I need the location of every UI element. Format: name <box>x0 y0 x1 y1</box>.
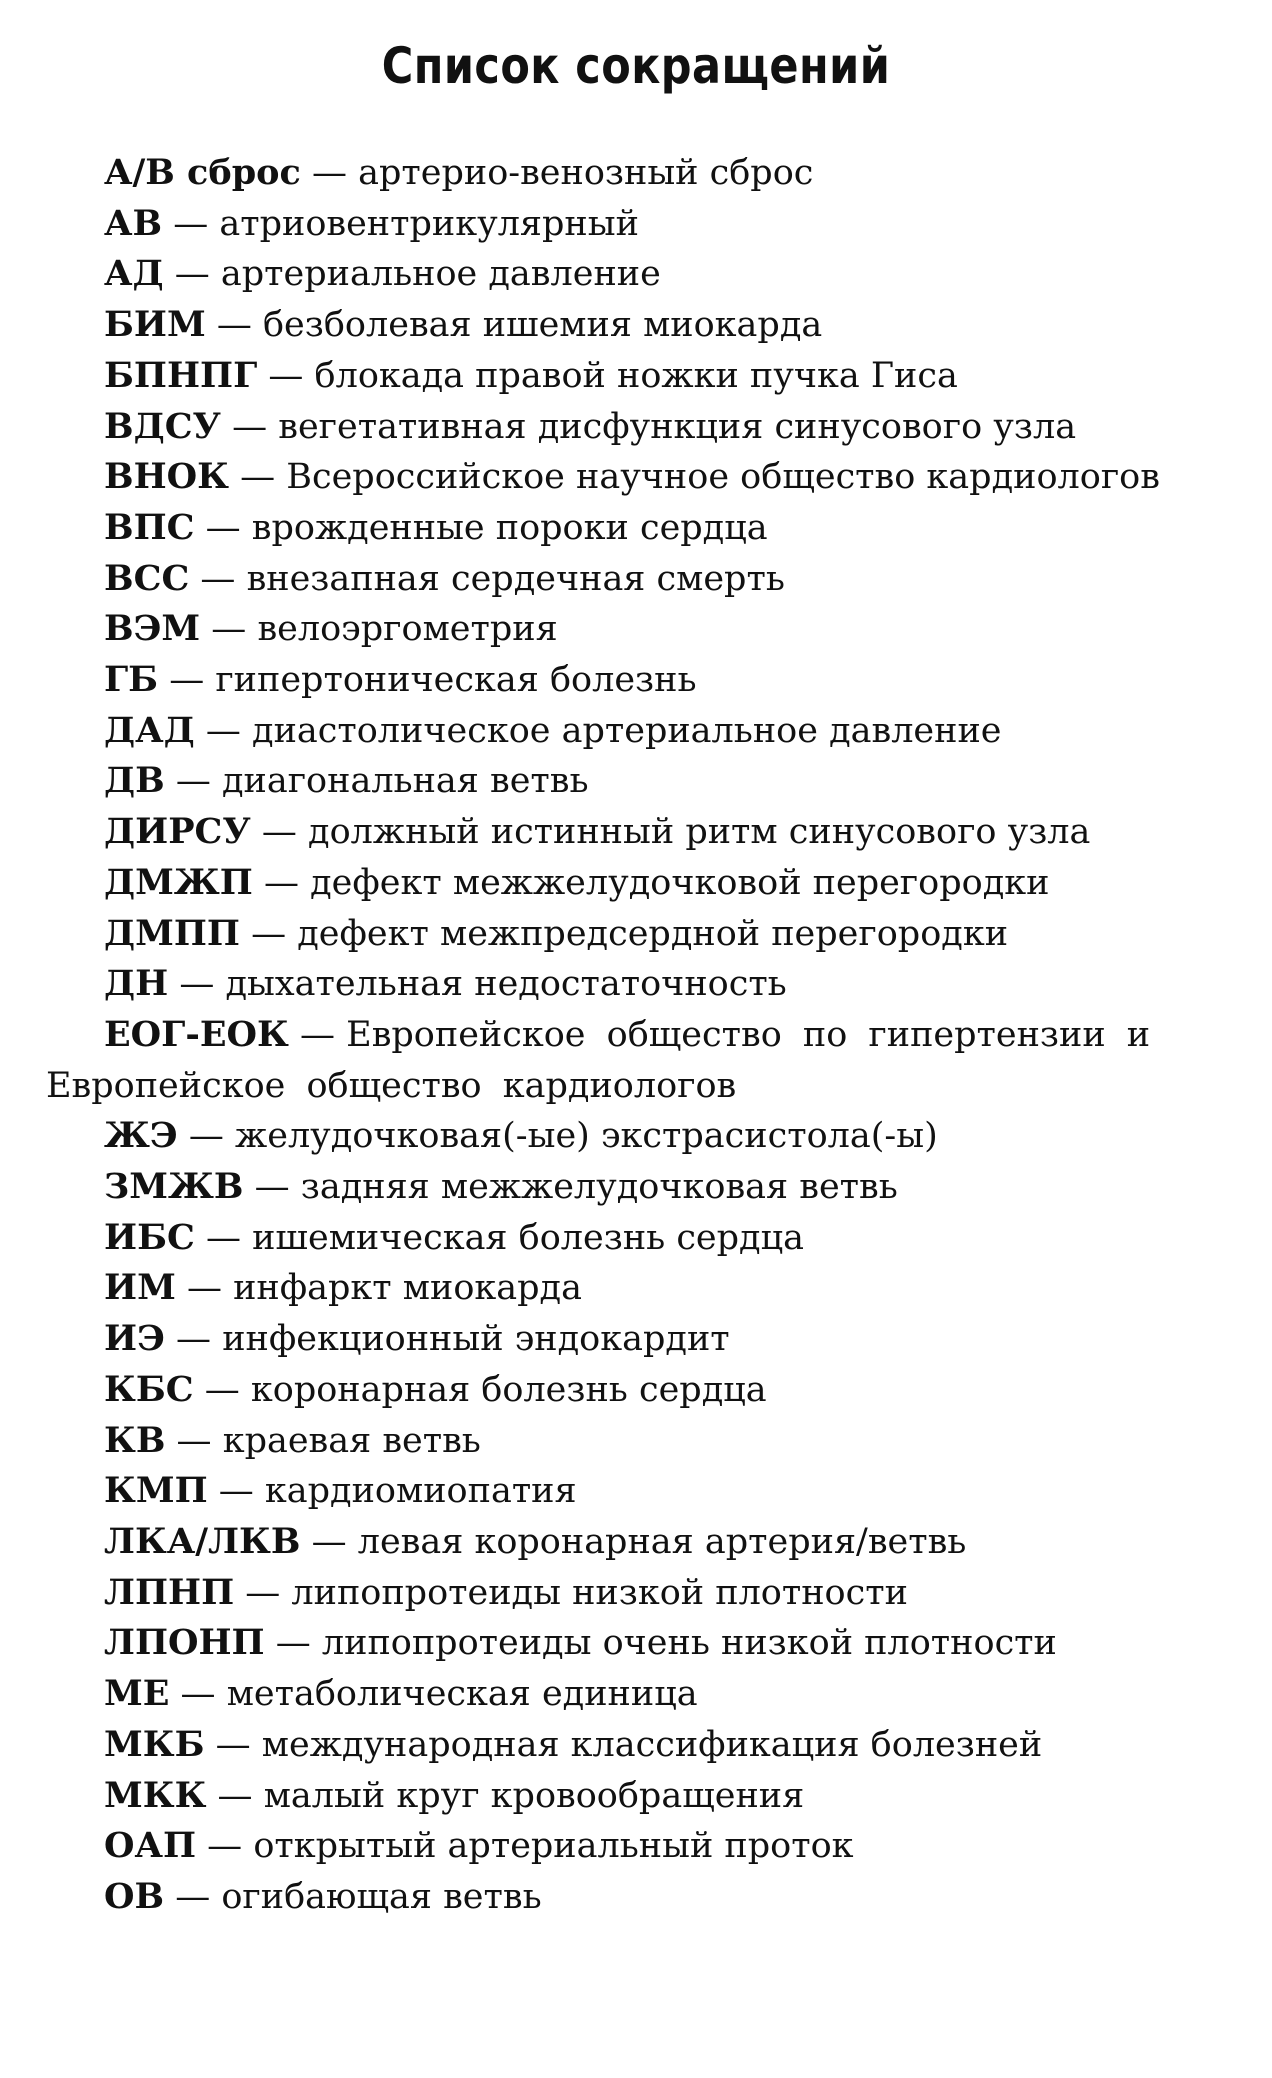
abbreviation-definition: задняя межжелудочковая ветвь <box>300 1167 898 1208</box>
abbreviation-term: ДАД <box>104 709 195 751</box>
abbreviation-definition: артериальное давление <box>220 254 661 295</box>
abbreviation-definition: Европейское общество по гипертензии и Европейское общество кардиологов <box>46 1014 1151 1106</box>
abbreviation-entry <box>46 1010 1241 1111</box>
entry-dash: — <box>169 1674 227 1715</box>
abbreviation-term: КВ <box>104 1419 166 1461</box>
entry-dash: — <box>164 761 222 802</box>
entry-dash: — <box>162 203 220 244</box>
abbreviation-term: ЕОГ-ЕОК <box>104 1013 289 1055</box>
abbreviation-entry <box>46 503 1241 554</box>
entry-dash: — <box>264 1623 322 1664</box>
entry-dash: — <box>163 254 221 295</box>
entry-dash: — <box>164 1319 223 1360</box>
entry-dash: — <box>250 812 309 853</box>
abbreviation-definition: гипертоническая болезнь <box>215 660 697 701</box>
abbreviation-definition: дыхательная недостаточность <box>225 964 787 1005</box>
abbreviation-definition: малый круг кровообращения <box>263 1775 805 1816</box>
abbreviation-term: ДИРСУ <box>104 811 251 853</box>
abbreviation-definition: атриовентрикулярный <box>219 203 639 244</box>
abbreviation-definition: липопротеиды очень низкой плотности <box>321 1623 1057 1664</box>
abbreviation-entry <box>46 1720 1241 1771</box>
abbreviation-entry <box>46 1263 1241 1314</box>
abbreviation-definition: внезапная сердечная смерть <box>246 558 785 599</box>
abbreviation-entry <box>46 858 1241 909</box>
abbreviation-definition: артерио-венозный сброс <box>358 153 814 193</box>
abbreviation-term: ВПС <box>104 506 195 548</box>
abbreviation-term: ЗМЖВ <box>104 1166 244 1208</box>
abbreviation-definition: липопротеиды низкой плотности <box>291 1572 908 1613</box>
abbreviation-term: МКК <box>104 1774 207 1816</box>
abbreviation-term: ДМПП <box>104 912 240 954</box>
entry-dash: — <box>175 1268 234 1309</box>
abbreviation-term: ЛКА/ЛКВ <box>104 1520 301 1562</box>
abbreviation-entry <box>46 1618 1241 1669</box>
entry-dash: — <box>165 1420 223 1461</box>
abbreviation-term: БИМ <box>104 304 206 346</box>
abbreviation-term: БПНПГ <box>104 354 258 396</box>
abbreviation-term: ОАП <box>104 1825 197 1867</box>
abbreviation-entry <box>46 604 1241 655</box>
abbreviation-entry <box>46 1213 1241 1264</box>
entry-dash: — <box>194 710 253 751</box>
entry-dash: — <box>177 1116 236 1157</box>
abbreviation-definition: открытый артериальный проток <box>253 1826 854 1867</box>
abbreviation-entry <box>46 1821 1241 1872</box>
abbreviation-entry <box>46 1111 1241 1162</box>
abbreviation-entry <box>46 1365 1241 1416</box>
entry-dash: — <box>193 1369 251 1410</box>
abbreviation-entry <box>46 199 1241 250</box>
entry-dash: — <box>243 1167 301 1208</box>
abbreviation-definition: диагональная ветвь <box>221 761 589 802</box>
abbreviation-definition: метаболическая единица <box>226 1674 698 1715</box>
abbreviation-term: МКБ <box>104 1723 205 1765</box>
abbreviation-entry <box>46 402 1241 453</box>
entry-dash: — <box>300 1521 358 1562</box>
abbreviation-entry <box>46 249 1241 300</box>
entry-dash: — <box>164 1876 222 1917</box>
entry-dash: — <box>206 1775 264 1816</box>
abbreviation-entry <box>46 1872 1241 1923</box>
abbreviation-entry <box>46 1568 1241 1619</box>
abbreviation-term: ВСС <box>104 557 190 599</box>
entry-dash: — <box>194 1217 253 1258</box>
abbreviation-entry <box>46 959 1241 1010</box>
abbreviation-definition: диастолическое артериальное давление <box>252 710 1002 751</box>
abbreviation-entry <box>46 554 1241 605</box>
abbreviation-entry <box>46 1466 1241 1517</box>
abbreviation-entry <box>46 351 1241 402</box>
abbreviation-definition: ишемическая болезнь сердца <box>252 1217 804 1258</box>
entry-dash: — <box>189 558 247 599</box>
abbreviation-term: А/В сброс <box>104 152 301 193</box>
abbreviation-definition: краевая ветвь <box>222 1420 481 1461</box>
abbreviation-term: КМП <box>104 1470 208 1512</box>
abbreviation-entry <box>46 148 1241 199</box>
abbreviation-term: ОВ <box>104 1875 165 1917</box>
abbreviation-term: ИМ <box>104 1267 176 1309</box>
abbreviation-definition: желудочковая(-ые) экстрасистола(-ы) <box>235 1116 938 1157</box>
entry-dash: — <box>234 1572 292 1613</box>
entry-dash: — <box>252 862 311 903</box>
entry-dash: — <box>300 153 359 193</box>
abbreviation-entry <box>46 1669 1241 1720</box>
entry-dash: — <box>168 964 226 1005</box>
entry-dash: — <box>204 1724 262 1765</box>
abbreviation-term: ВЭМ <box>104 608 201 650</box>
abbreviation-term: ВДСУ <box>104 405 221 447</box>
abbreviation-definition: левая коронарная артерия/ветвь <box>357 1521 967 1562</box>
abbreviation-term: АД <box>104 253 164 295</box>
entry-dash: — <box>158 660 216 701</box>
abbreviation-definition: вегетативная дисфункция синусового узла <box>278 406 1077 447</box>
entry-dash: — <box>228 457 287 498</box>
entry-dash: — <box>288 1014 347 1055</box>
abbreviation-term: ЛПОНП <box>104 1622 265 1664</box>
abbreviation-list <box>46 148 1241 1923</box>
abbreviation-term: ИЭ <box>104 1318 165 1360</box>
abbreviation-definition: огибающая ветвь <box>221 1876 542 1917</box>
abbreviation-definition: блокада правой ножки пучка Гиса <box>314 355 958 396</box>
abbreviation-definition: инфаркт миокарда <box>233 1268 582 1309</box>
abbreviation-entry <box>46 1416 1241 1467</box>
abbreviation-term: ВНОК <box>104 456 229 498</box>
entry-dash: — <box>200 609 258 650</box>
abbreviation-term: ИБС <box>104 1216 195 1258</box>
abbreviation-entry <box>46 807 1241 858</box>
abbreviation-term: ГБ <box>104 659 159 701</box>
abbreviation-definition: кардиомиопатия <box>264 1471 577 1512</box>
abbreviation-entry <box>46 655 1241 706</box>
entry-dash: — <box>220 406 279 447</box>
abbreviation-entry <box>46 300 1241 351</box>
abbreviation-definition: международная классификация болезней <box>261 1724 1043 1765</box>
page-title: Список сокращений <box>381 37 891 95</box>
abbreviation-entry <box>46 452 1241 503</box>
abbreviation-term: ДВ <box>104 760 165 802</box>
abbreviation-entry <box>46 756 1241 807</box>
abbreviation-term: ЛПНП <box>104 1571 235 1613</box>
abbreviation-definition: велоэргометрия <box>257 609 558 650</box>
abbreviation-entry <box>46 1314 1241 1365</box>
abbreviation-entry <box>46 1517 1241 1568</box>
entry-dash: — <box>207 1471 265 1512</box>
abbreviation-definition: коронарная болезнь сердца <box>250 1369 767 1410</box>
entry-dash: — <box>196 1826 254 1867</box>
abbreviation-definition: безболевая ишемия миокарда <box>262 305 823 346</box>
abbreviation-definition: инфекционный эндокардит <box>222 1319 730 1360</box>
abbreviation-entry <box>46 909 1241 960</box>
abbreviation-definition: врожденные пороки сердца <box>251 507 768 548</box>
abbreviation-definition: Всероссийское научное общество кардиологов <box>286 457 1160 498</box>
abbreviation-entry <box>46 1162 1241 1213</box>
entry-dash: — <box>239 913 298 954</box>
entry-dash: — <box>205 305 263 346</box>
abbreviation-term: АВ <box>104 202 163 244</box>
entry-dash: — <box>194 507 252 548</box>
abbreviation-definition: должный истинный ритм синусового узла <box>308 812 1091 853</box>
abbreviation-term: ДН <box>104 963 169 1005</box>
abbreviation-term: МЕ <box>104 1673 170 1715</box>
abbreviation-entry <box>46 1771 1241 1822</box>
abbreviation-entry <box>46 706 1241 757</box>
abbreviation-term: КБС <box>104 1368 194 1410</box>
entry-dash: — <box>257 355 315 396</box>
abbreviation-definition: дефект межжелудочковой перегородки <box>310 862 1050 903</box>
abbreviation-term: ЖЭ <box>104 1115 178 1157</box>
abbreviation-term: ДМЖП <box>104 861 253 903</box>
abbreviation-definition: дефект межпредсердной перегородки <box>297 913 1009 954</box>
